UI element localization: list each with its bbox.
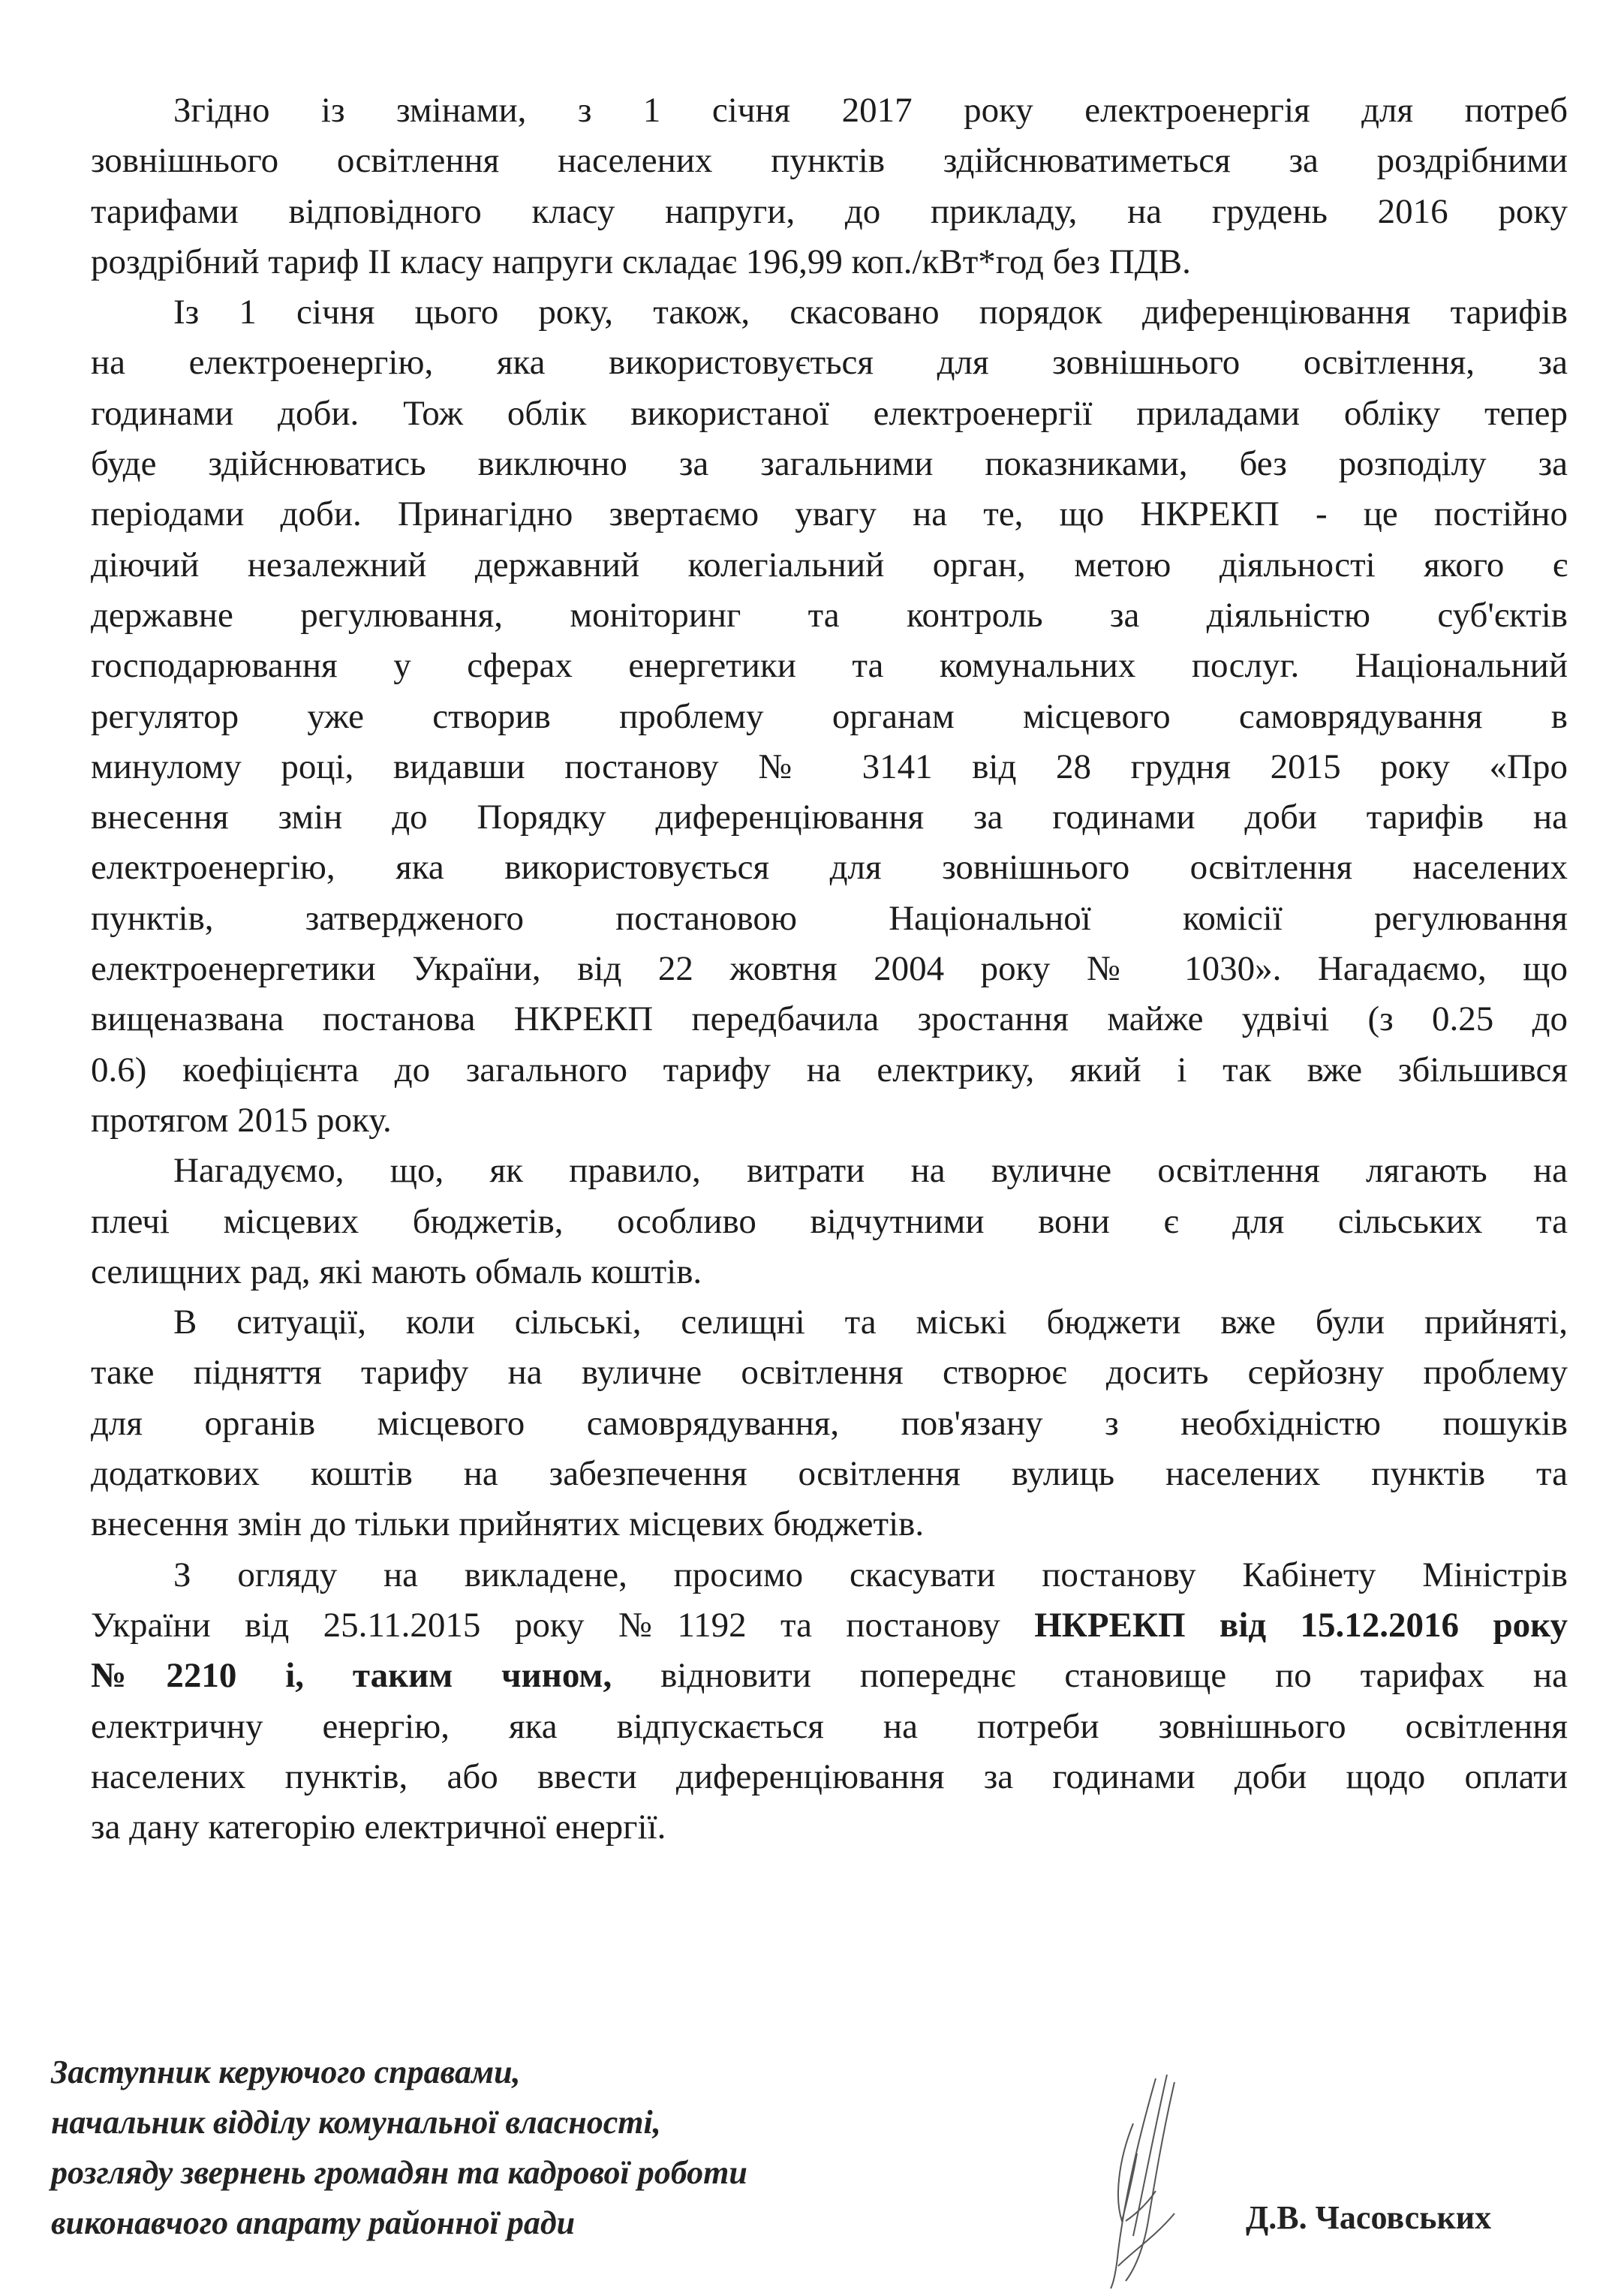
text-segment: електроенергію, яка використовується для зовнішнього освітлення населених: [91, 848, 1568, 888]
text-segment: роздрібний тариф II класу напруги складає 196,99 коп./кВт*год без ПДВ.: [91, 242, 1191, 281]
paragraph-3-line: [91, 1247, 1568, 1297]
text-segment: буде здійснюватись виключно за загальними показниками, без розподілу за: [91, 444, 1568, 484]
bold-text: НКРЕКП від 15.12.2016 року: [1034, 1605, 1568, 1645]
paragraph-5-line: [91, 1651, 1568, 1701]
handwritten-signature: [1043, 2071, 1238, 2296]
text-segment: вищеназвана постанова НКРЕКП передбачила зростання майже удвічі (з 0.25 до: [91, 999, 1568, 1039]
text-segment: для органів місцевого самоврядування, пов'язану з необхідністю пошуків: [91, 1403, 1568, 1443]
text-segment: відновити попереднє становище по тарифах на: [612, 1656, 1568, 1696]
paragraph-2-line: [91, 540, 1568, 591]
text-segment: годинами доби. Тож облік використаної електроенергії приладами обліку тепер: [91, 393, 1568, 433]
paragraph-3-line: [91, 1197, 1568, 1247]
text-segment: державне регулювання, моніторинг та контроль за діяльністю суб'єктів: [91, 595, 1568, 635]
paragraph-1-line: [91, 237, 1568, 287]
text-segment: тарифами відповідного класу напруги, до прикладу, на грудень 2016 року: [91, 191, 1568, 231]
text-segment: таке підняття тарифу на вуличне освітлення створює досить серйозну проблему: [91, 1353, 1568, 1393]
text-segment: 0.6) коефіцієнта до загального тарифу на електрику, який і так вже збільшився: [91, 1050, 1568, 1089]
paragraph-2-line: [91, 338, 1568, 388]
paragraph-2-line: [91, 1095, 1568, 1146]
text-segment: на електроенергію, яка використовується для зовнішнього освітлення, за: [91, 343, 1568, 383]
paragraph-2-line: [91, 591, 1568, 641]
paragraph-3-line: [91, 1146, 1568, 1196]
paragraph-1-line: [91, 136, 1568, 186]
paragraph-2-line: [91, 944, 1568, 994]
text-segment: внесення змін до тільки прийнятих місцевих бюджетів.: [91, 1504, 925, 1544]
text-segment: плечі місцевих бюджетів, особливо відчутними вони є для сільських та: [91, 1201, 1568, 1241]
paragraph-1-line: [91, 187, 1568, 237]
text-segment: періодами доби. Принагідно звертаємо увагу на те, що НКРЕКП - це постійно: [91, 494, 1568, 534]
paragraph-2-line: [91, 389, 1568, 439]
paragraph-2-line: [91, 692, 1568, 742]
text-segment: діючий незалежний державний колегіальний орган, метою діяльності якого є: [91, 545, 1568, 585]
paragraph-5-line: [91, 1600, 1568, 1651]
position-line: розгляду звернень громадян та кадрової роботи: [51, 2154, 747, 2191]
paragraph-2-line: [91, 894, 1568, 944]
position-line: виконавчого апарату районної ради: [51, 2204, 576, 2241]
text-segment: пунктів, затвердженого постановою Національної комісії регулювання: [91, 898, 1568, 938]
position-line: начальник відділу комунальної власності,: [51, 2104, 661, 2141]
paragraph-4-line: [91, 1297, 1568, 1348]
paragraph-4-line: [91, 1399, 1568, 1449]
text-segment: Згідно із змінами, з 1 січня 2017 року електроенергія для потреб: [173, 91, 1568, 130]
paragraph-1-line: [91, 86, 1568, 136]
paragraph-2-line: [91, 489, 1568, 539]
text-segment: минулому році, видавши постанову № 3141 від 28 грудня 2015 року «Про: [91, 747, 1568, 786]
text-segment: населених пунктів, або ввести диференціювання за годинами доби щодо оплати: [91, 1757, 1568, 1796]
text-segment: додаткових коштів на забезпечення освітлення вулиць населених пунктів та: [91, 1454, 1568, 1494]
paragraph-2-line: [91, 1045, 1568, 1095]
bold-text: №2210 і, таким чином,: [91, 1656, 612, 1696]
paragraph-2-line: [91, 439, 1568, 489]
text-segment: регулятор уже створив проблему органам місцевого самоврядування в: [91, 696, 1568, 736]
text-segment: Нагадуємо, що, як правило, витрати на вуличне освітлення лягають на: [173, 1151, 1568, 1191]
letter-body: [91, 86, 1568, 1853]
text-segment: В ситуації, коли сільські, селищні та міські бюджети вже були прийняті,: [173, 1303, 1568, 1342]
text-segment: внесення змін до Порядку диференціювання за годинами доби тарифів на: [91, 798, 1568, 837]
paragraph-2-line: [91, 843, 1568, 893]
paragraph-4-line: [91, 1449, 1568, 1499]
paragraph-2-line: [91, 994, 1568, 1044]
paragraph-5-line: [91, 1802, 1568, 1853]
text-segment: електроенергетики України, від 22 жовтня 2004 року № 1030». Нагадаємо, що: [91, 949, 1568, 989]
paragraph-5-line: [91, 1752, 1568, 1802]
text-segment: З огляду на викладене, просимо скасувати постанову Кабінету Міністрів: [173, 1555, 1568, 1594]
text-segment: селищних рад, які мають обмаль коштів.: [91, 1252, 702, 1291]
paragraph-5-line: [91, 1550, 1568, 1600]
text-segment: господарювання у сферах енергетики та комунальних послуг. Національний: [91, 646, 1568, 686]
text-segment: протягом 2015 року.: [91, 1100, 392, 1140]
text-segment: Із 1 січня цього року, також, скасовано порядок диференціювання тарифів: [173, 293, 1568, 332]
text-segment: зовнішнього освітлення населених пунктів здійснюватиметься за роздрібними: [91, 141, 1568, 181]
signer-name: Д.В. Часовських: [1246, 2199, 1492, 2236]
text-segment: за дану категорію електричної енергії.: [91, 1808, 666, 1847]
text-segment: електричну енергію, яка відпускається на потреби зовнішнього освітлення: [91, 1706, 1568, 1746]
paragraph-2-line: [91, 641, 1568, 691]
position-line: Заступник керуючого справами,: [51, 2054, 521, 2090]
paragraph-2-line: [91, 792, 1568, 843]
paragraph-2-line: [91, 287, 1568, 338]
paragraph-5-line: [91, 1702, 1568, 1752]
text-segment: України від 25.11.2015 року №1192 та постанову: [91, 1605, 1035, 1645]
signatory-position: [51, 2047, 747, 2248]
paragraph-4-line: [91, 1499, 1568, 1549]
paragraph-4-line: [91, 1348, 1568, 1398]
paragraph-2-line: [91, 742, 1568, 792]
